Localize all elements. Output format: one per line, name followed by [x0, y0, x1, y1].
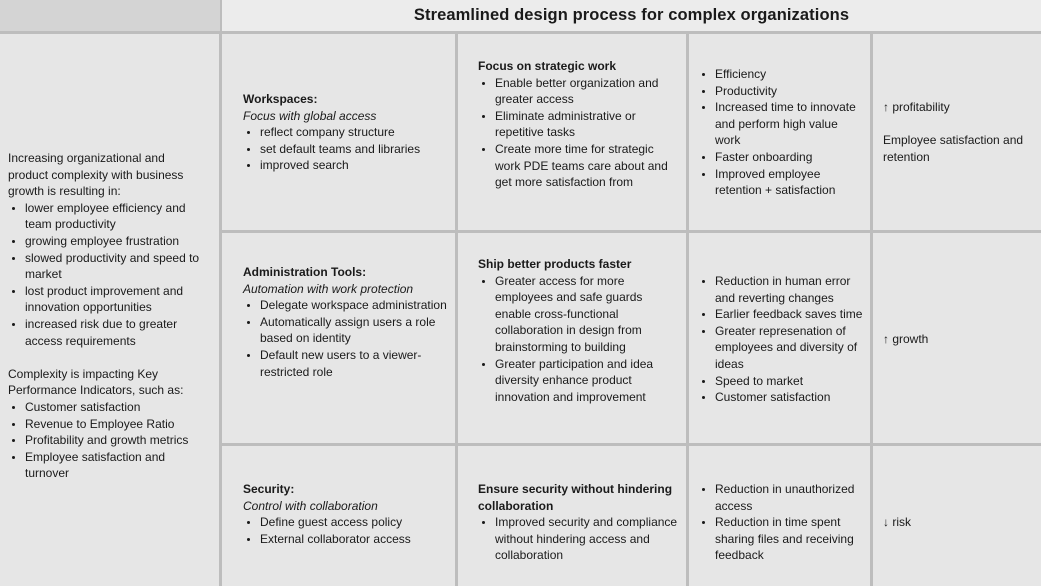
divider [222, 443, 1041, 446]
list-item: • Enable better organization and greater access [495, 75, 678, 108]
benefit-title: Ensure security without hindering collaboration [478, 482, 673, 513]
list-item: • Earlier feedback saves time [715, 306, 863, 323]
list-item: • Customer satisfaction [715, 389, 863, 406]
context-column [8, 150, 208, 482]
list-item: • Faster onboarding [715, 149, 863, 166]
list-item: • Increased time to innovate and perform high value work [715, 99, 863, 149]
impact-cell-2 [883, 331, 1033, 348]
list-item: • Productivity [715, 83, 863, 100]
benefit-cell-focus [478, 58, 678, 191]
list-item: • Profitability and growth metrics [25, 432, 208, 449]
list-item: • improved search [260, 157, 448, 174]
corner-cell [0, 0, 220, 31]
divider [219, 0, 222, 586]
list-item: • Reduction in unauthorized access [715, 481, 863, 514]
list-item: • Customer satisfaction [25, 399, 208, 416]
list-item: • Greater represenation of employees and diversity of ideas [715, 323, 863, 373]
list-item: • Create more time for strategic work PDE teams care about and get more satisfaction from [495, 141, 678, 191]
list-item: • Greater access for more employees and safe guards enable cross-functional collaboration in design from brainstorming to building [495, 273, 678, 356]
benefit-list [478, 514, 678, 564]
list-item: • Improved security and compliance without hindering access and collaboration [495, 514, 678, 564]
impact-cell-3 [883, 514, 1033, 531]
outcomes-cell-3 [698, 481, 863, 564]
feature-list [243, 124, 448, 174]
feature-subtitle: Automation with work protection [243, 281, 414, 296]
feature-cell-security [243, 481, 448, 547]
list-item: • Delegate workspace administration [260, 297, 448, 314]
impact-text: ↓ risk [883, 515, 911, 529]
impact-text: ↑ growth [883, 332, 929, 346]
benefit-title: Ship better products faster [478, 257, 632, 271]
divider [870, 31, 873, 586]
kpi-list [8, 399, 208, 482]
outcomes-list [698, 66, 863, 199]
title-cell [222, 0, 1041, 31]
list-item: • growing employee frustration [25, 233, 208, 250]
outcomes-list [698, 481, 863, 564]
benefit-list [478, 75, 678, 191]
list-item: • Speed to market [715, 373, 863, 390]
page-title: Streamlined design process for complex organizations [413, 6, 850, 24]
list-item: • Automatically assign users a role based on identity [260, 314, 448, 347]
feature-title: Administration Tools: [243, 265, 367, 279]
kpi-intro: Complexity is impacting Key Performance Indicators, such as: [8, 366, 184, 398]
feature-list [243, 297, 448, 380]
list-item: • Default new users to a viewer-restricted role [260, 347, 448, 380]
context-intro: Increasing organizational and product complexity with business growth is resulting in: [8, 151, 184, 199]
outcomes-cell-1 [698, 66, 863, 199]
feature-title: Workspaces: [243, 92, 318, 106]
feature-title: Security: [243, 482, 295, 496]
list-item: • lost product improvement and innovation opportunities [25, 283, 208, 316]
benefit-list [478, 273, 678, 406]
feature-subtitle: Focus with global access [243, 108, 377, 123]
list-item: • set default teams and libraries [260, 141, 448, 158]
list-item: • reflect company structure [260, 124, 448, 141]
list-item: • External collaborator access [260, 531, 448, 548]
divider [686, 31, 689, 586]
feature-cell-admin-tools [243, 264, 448, 380]
divider [222, 230, 1041, 233]
divider [455, 31, 458, 586]
list-item: • Greater participation and idea diversity enhance product innovation and improvement [495, 356, 678, 406]
list-item: • Improved employee retention + satisfaction [715, 166, 863, 199]
impact-text: Employee satisfaction and retention [883, 133, 1024, 164]
feature-subtitle: Control with collaboration [243, 498, 378, 513]
list-item: • slowed productivity and speed to market [25, 250, 208, 283]
results-list [8, 200, 208, 349]
benefit-cell-ship [478, 256, 678, 405]
list-item: • increased risk due to greater access requirements [25, 316, 208, 349]
benefit-cell-security [478, 481, 678, 564]
list-item: • Reduction in human error and reverting changes [715, 273, 863, 306]
benefit-title: Focus on strategic work [478, 59, 617, 73]
feature-cell-workspaces [243, 91, 448, 174]
divider [0, 31, 1041, 34]
list-item: • Revenue to Employee Ratio [25, 416, 208, 433]
impact-text: ↑ profitability [883, 100, 950, 114]
list-item: • lower employee efficiency and team productivity [25, 200, 208, 233]
list-item: • Eliminate administrative or repetitive tasks [495, 108, 678, 141]
list-item: • Reduction in time spent sharing files and receiving feedback [715, 514, 863, 564]
outcomes-cell-2 [698, 273, 863, 406]
outcomes-list [698, 273, 863, 406]
list-item: • Employee satisfaction and turnover [25, 449, 208, 482]
list-item: • Define guest access policy [260, 514, 448, 531]
list-item: • Efficiency [715, 66, 863, 83]
feature-list [243, 514, 448, 547]
impact-cell-1 [883, 99, 1033, 165]
